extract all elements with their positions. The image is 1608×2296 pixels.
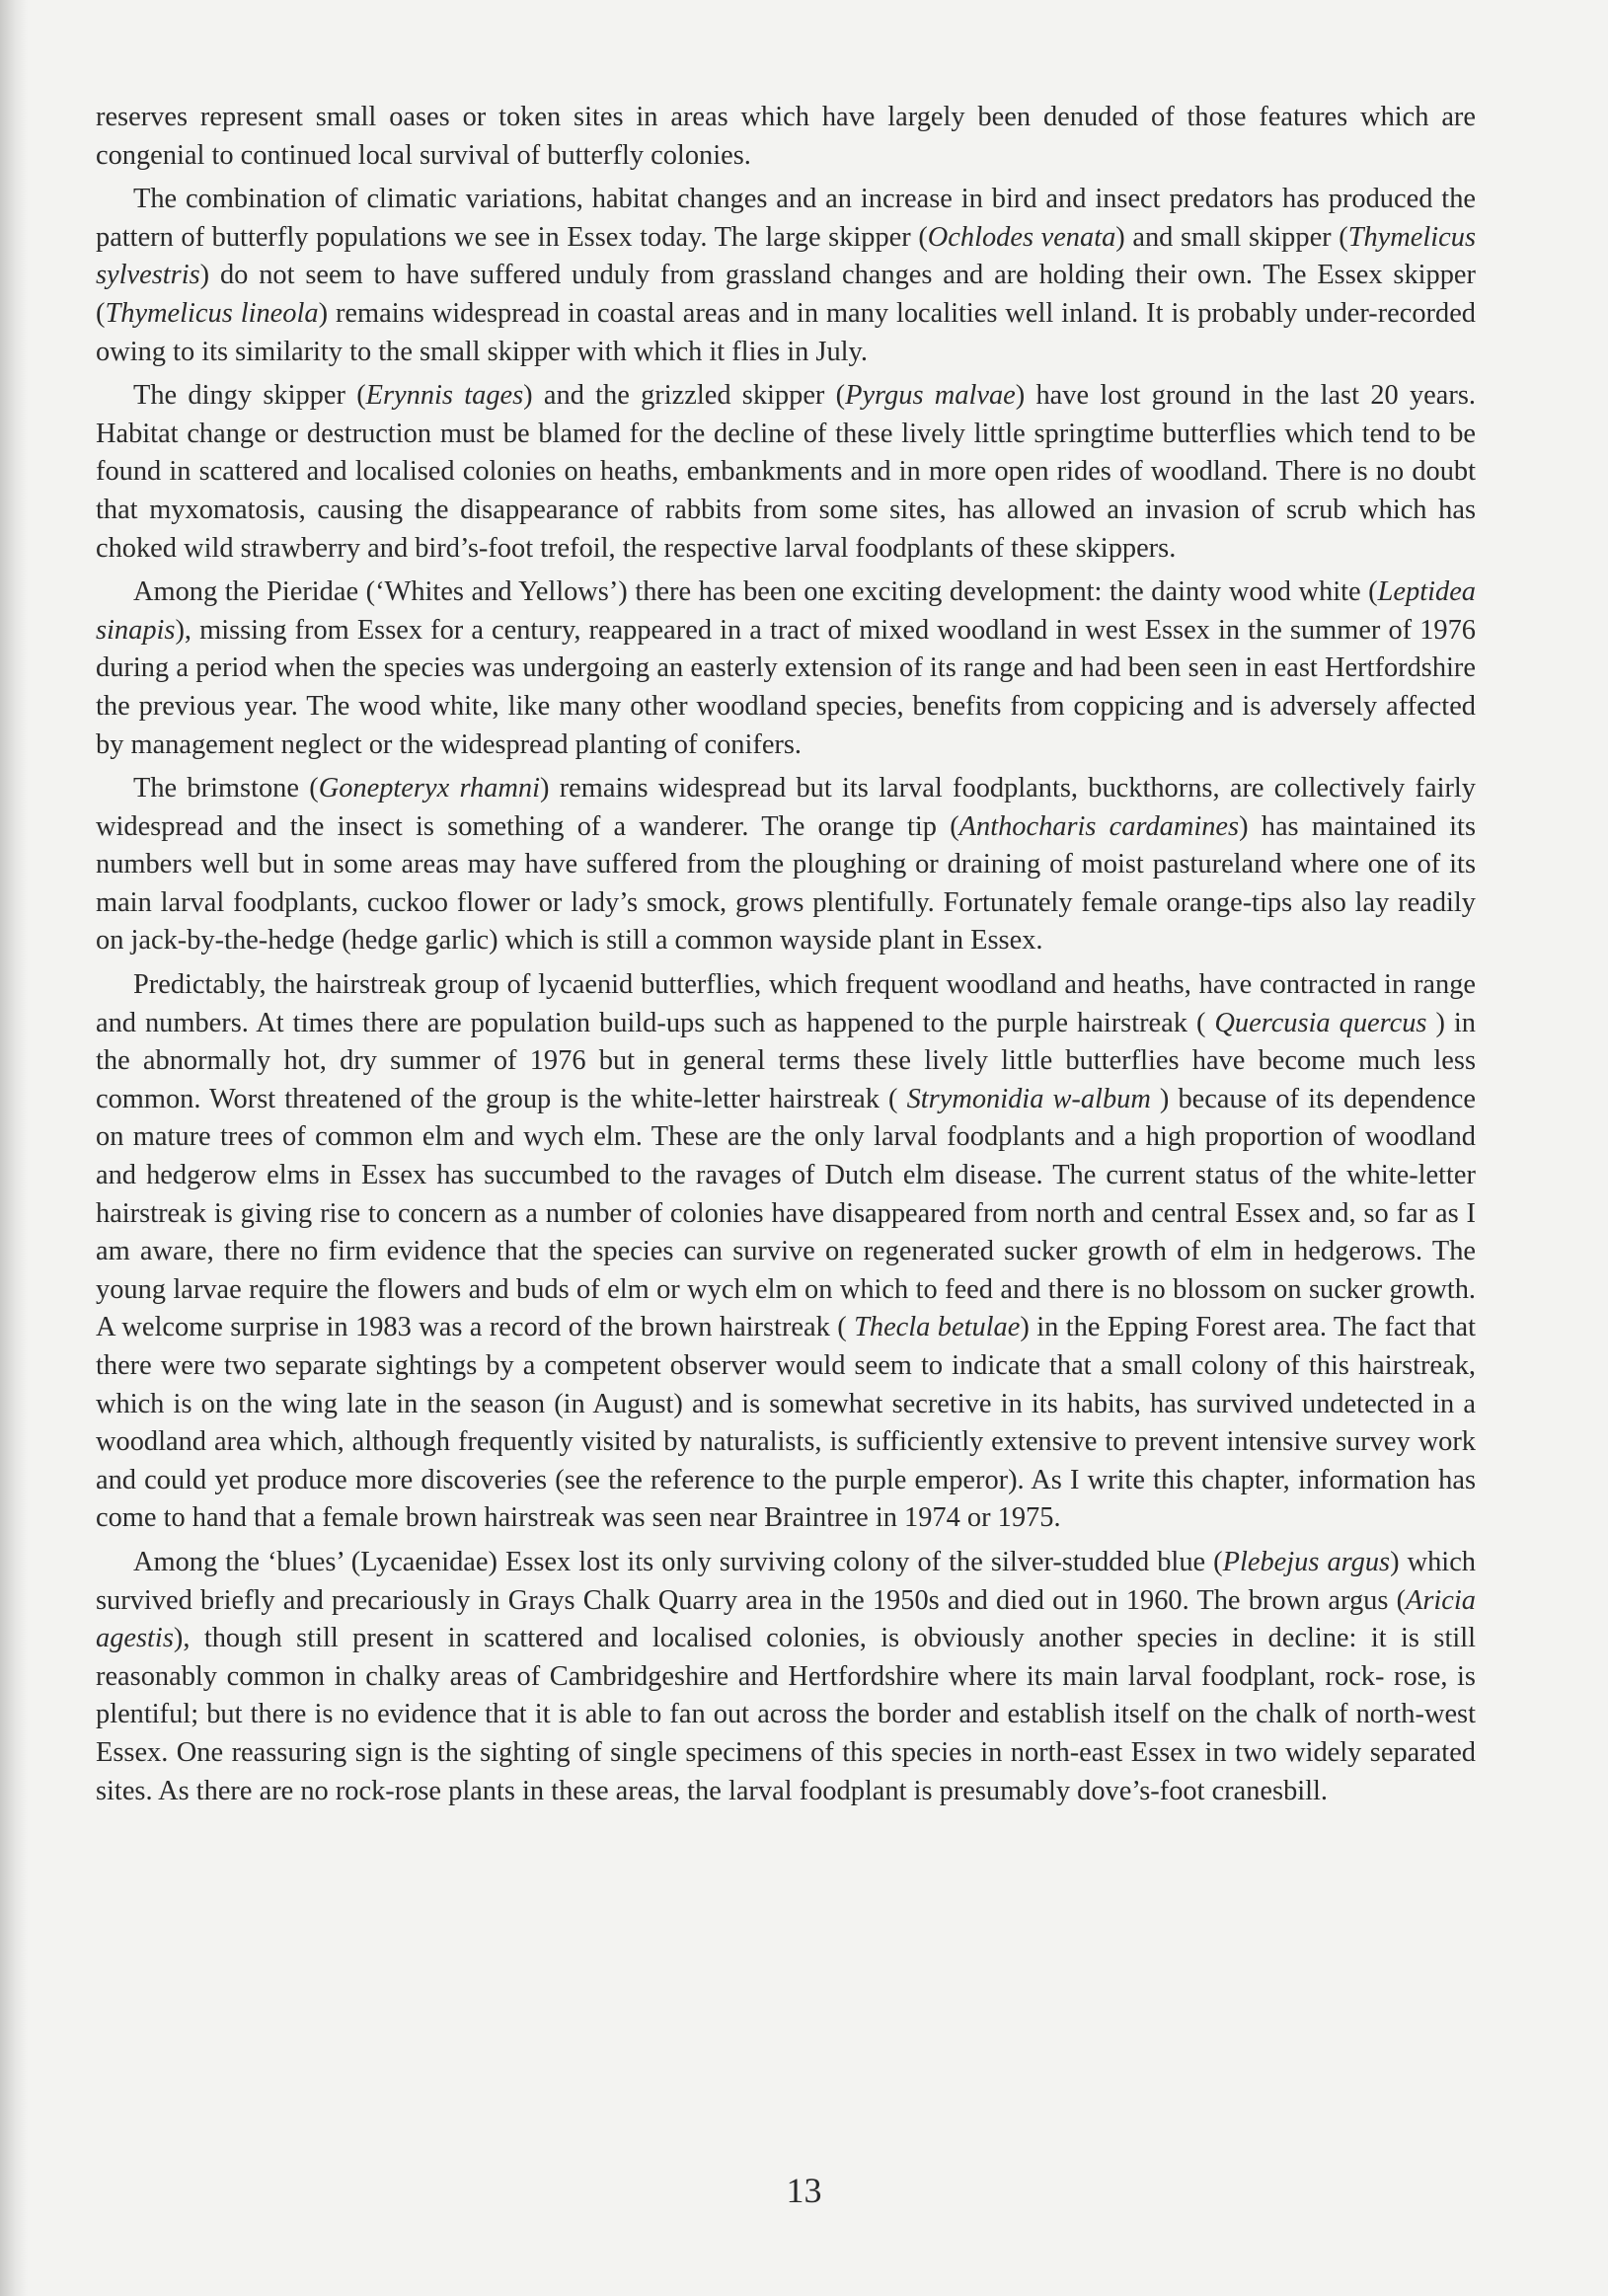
text-run: ) which survived briefly and precariously in Grays Chalk Quarry area in the 1950s and died out in 1960. The brown argus ( — [96, 1546, 1476, 1616]
species-name: Thymelicus sylvestris — [96, 221, 1476, 291]
text-run: Predictably, the hairstreak group of lycaenid butterflies, which frequent woodland and heaths, have contracted in range and numbers. At times there are population build-ups such as happened to the purple hairstreak ( — [96, 969, 1476, 1038]
text-run: Among the Pieridae (‘Whites and Yellows’) there has been one exciting development: the dainty wood white ( — [133, 576, 1378, 608]
paragraph — [96, 99, 1476, 175]
text-run: ) do not seem to have suffered unduly from grassland changes and are holding their own. The Essex skipper ( — [96, 260, 1476, 329]
text-run: ) and the grizzled skipper ( — [523, 380, 846, 412]
species-name: Gonepteryx rhamni — [318, 773, 540, 804]
paragraph — [96, 377, 1476, 568]
text-run: The combination of climatic variations, habitat changes and an increase in bird and insect predators has produced the pattern of butterfly populations we see in Essex today. The large skipper ( — [96, 184, 1476, 253]
paragraph — [96, 574, 1476, 764]
text-run: ), though still present in scattered and localised colonies, is obviously another species in decline: it is still reasonably common in chalky areas of Cambridgeshire and Hertfordshire where its main larval foodplant, rock- rose, is plentiful; but there is no evidence that it is able to fan out across the border and establish itself on the chalk of north-west Essex. One reassuring sign is the sighting of single specimens of this species in north-east Essex in two widely separated sites. As there are no rock-rose plants in these areas, the larval foodplant is presumably dove’s-foot cranesbill. — [96, 1623, 1476, 1806]
text-run: ), missing from Essex for a century, reappeared in a tract of mixed woodland in west Essex in the summer of 1976 during a period when the species was undergoing an easterly extension of its range and had been seen in east Hertfordshire the previous year. The wood white, like many other woodland species, benefits from coppicing and is adversely affected by management neglect or the widespread planting of conifers. — [96, 614, 1476, 760]
body-text — [96, 99, 1476, 1816]
paragraph — [96, 770, 1476, 960]
text-run: reserves represent small oases or token sites in areas which have largely been denuded of those features which are congenial to continued local survival of butterfly colonies. — [96, 102, 1476, 171]
page-edge-shadow — [0, 0, 28, 2296]
species-name: Thecla betulae — [854, 1312, 1021, 1343]
species-name: Thymelicus lineola — [105, 297, 319, 329]
paragraph — [96, 966, 1476, 1538]
text-run: The dingy skipper ( — [133, 380, 366, 412]
text-run: The brimstone ( — [133, 773, 319, 804]
species-name: Erynnis tages — [365, 380, 524, 412]
species-name: Leptidea sinapis — [96, 576, 1476, 646]
species-name: Pyrgus malvae — [845, 380, 1016, 412]
page-number: 13 — [786, 2171, 822, 2210]
paragraph — [96, 1544, 1476, 1810]
species-name: Strymonidia w-album — [906, 1083, 1151, 1114]
species-name: Aricia agestis — [96, 1584, 1476, 1654]
text-run: ) because of its dependence on mature trees of common elm and wych elm. These are the only larval foodplants and a high proportion of woodland and hedgerow elms in Essex has succumbed to the ravages of Dutch elm disease. The current status of the white-letter hairstreak is giving rise to concern as a number of colonies have disappeared from north and central Essex and, so far as I am aware, there no firm evidence that the species can survive on regenerated sucker growth of elm in hedgerows. The young larvae require the flowers and buds of elm or wych elm on which to feed and there is no blossom on sucker growth. A welcome surprise in 1983 was a record of the brown hairstreak ( — [96, 1083, 1477, 1343]
species-name: Quercusia quercus — [1214, 1007, 1427, 1038]
text-run: ) remains widespread in coastal areas and in many localities well inland. It is probably under-recorded owing to its similarity to the small skipper with which it flies in July. — [96, 297, 1477, 367]
text-run: ) have lost ground in the last 20 years. Habitat change or destruction must be blamed for the decline of these lively little springtime butterflies which tend to be found in scattered and localised colonies on heaths, embankments and in more open rides of woodland. There is no doubt that myxomatosis, causing the disappearance of rabbits from some sites, has allowed an invasion of scrub which has choked wild strawberry and bird’s-foot trefoil, the respective larval foodplants of these skippers. — [96, 380, 1476, 564]
text-run: ) has maintained its numbers well but in some areas may have suffered from the ploughing or draining of moist pastureland where one of its main larval foodplants, cuckoo flower or lady’s smock, grows plentifully. Fortunately female orange-tips also lay readily on jack-by-the-hedge (hedge garlic) which is still a common wayside plant in Essex. — [96, 810, 1476, 957]
species-name: Ochlodes venata — [927, 221, 1116, 253]
species-name: Anthocharis cardamines — [958, 810, 1240, 842]
text-run: ) in the abnormally hot, dry summer of 1976 but in general terms these lively little butterflies have become much less common. Worst threatened of the group is the white-letter hairstreak ( — [96, 1007, 1477, 1114]
text-run: ) in the Epping Forest area. The fact that there were two separate sightings by a competent observer would seem to indicate that a small colony of this hairstreak, which is on the wing late in the season (in August) and is somewhat secretive in its habits, has survived undetected in a woodland area which, although frequently visited by naturalists, is sufficiently extensive to prevent intensive survey work and could yet produce more discoveries (see the reference to the purple emperor). As I write this chapter, information has come to hand that a female brown hairstreak was seen near Braintree in 1974 or 1975. — [96, 1312, 1476, 1534]
text-run: Among the ‘blues’ (Lycaenidae) Essex lost its only surviving colony of the silver-studded blue ( — [133, 1546, 1223, 1577]
species-name: Plebejus argus — [1222, 1546, 1391, 1577]
text-run: ) and small skipper ( — [1115, 221, 1348, 253]
paragraph — [96, 181, 1476, 371]
text-run: ) remains widespread but its larval foodplants, buckthorns, are collectively fairly widespread and the insect is something of a wanderer. The orange tip ( — [96, 773, 1476, 842]
